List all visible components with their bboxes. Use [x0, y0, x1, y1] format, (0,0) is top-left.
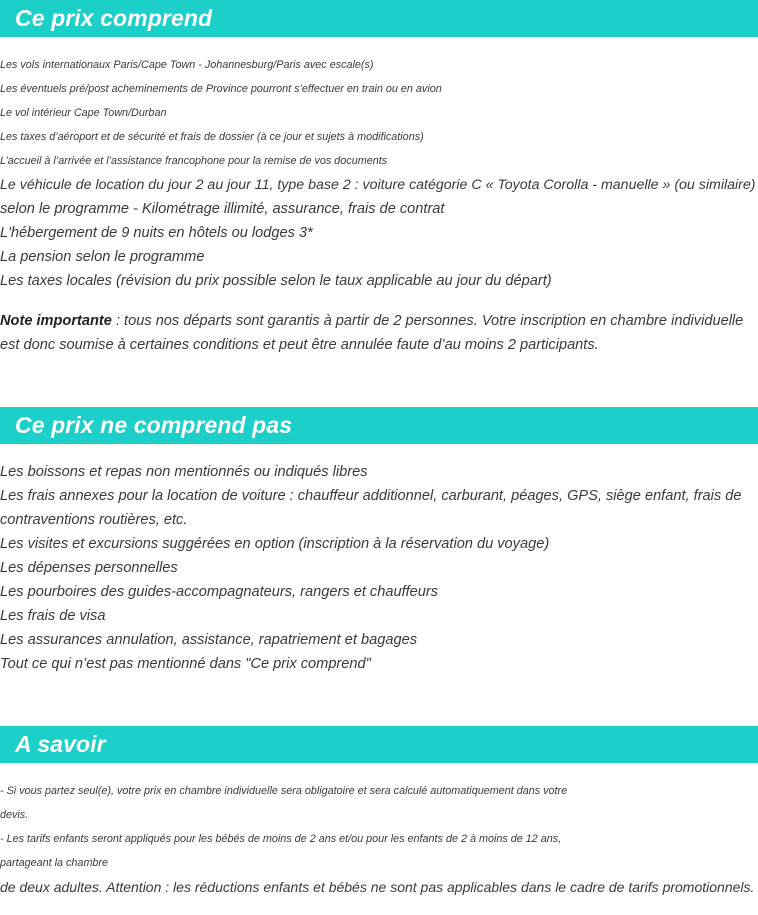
- list-item: de deux adultes. Attention : les réductions enfants et bébés ne sont pas applicables dans le cadre de tarifs promotionnels.: [0, 879, 755, 895]
- list-item: partageant la chambre: [0, 857, 109, 869]
- list-item: selon le programme - Kilométrage illimité, assurance, frais de contrat: [0, 201, 445, 217]
- list-item: Les taxes locales (révision du prix possible selon le taux applicable au jour du départ): [0, 273, 552, 289]
- list-item: Les dépenses personnelles: [0, 560, 178, 576]
- list-item: - Les tarifs enfants seront appliqués pour les bébés de moins de 2 ans et/ou pour les enfants de 2 à moins de 12 ans,: [0, 833, 562, 845]
- info-header: [0, 726, 758, 763]
- list-item: Les pourboires des guides-accompagnateurs, rangers et chauffeurs: [0, 584, 439, 600]
- info-list: [0, 779, 754, 899]
- list-item: Les vols internationaux Paris/Cape Town - Johannesburg/Paris avec escale(s): [0, 59, 374, 71]
- list-item: L'hébergement de 9 nuits en hôtels ou lodges 3*: [0, 225, 313, 241]
- list-item: Le véhicule de location du jour 2 au jour 11, type base 2 : voiture catégorie C « Toyota Corolla - manuelle » (ou similaire): [0, 177, 756, 193]
- list-item: Les assurances annulation, assistance, rapatriement et bagages: [0, 632, 417, 648]
- list-item: Tout ce qui n’est pas mentionné dans "Ce prix comprend": [0, 656, 371, 672]
- included-list: [0, 53, 756, 293]
- list-item: Les taxes d’aéroport et de sécurité et frais de dossier (à ce jour et sujets à modifications): [0, 131, 424, 143]
- list-item: Les frais de visa: [0, 608, 106, 624]
- info-section: [0, 726, 758, 895]
- important-note: [0, 309, 758, 357]
- list-item: Les frais annexes pour la location de voiture : chauffeur additionnel, carburant, péages, GPS, siège enfant, frais de: [0, 488, 742, 504]
- list-item: Les boissons et repas non mentionnés ou indiqués libres: [0, 464, 368, 480]
- list-item: devis.: [0, 809, 29, 821]
- excluded-list: [0, 460, 742, 676]
- excluded-header: [0, 407, 758, 444]
- list-item: - Si vous partez seul(e), votre prix en chambre individuelle sera obligatoire et sera calculé automatiquement dans votre: [0, 785, 568, 797]
- list-item: Les visites et excursions suggérées en option (inscription à la réservation du voyage): [0, 536, 550, 552]
- list-item: L’accueil à l’arrivée et l’assistance francophone pour la remise de vos documents: [0, 155, 388, 167]
- included-header: [0, 0, 758, 37]
- included-section: [0, 0, 758, 353]
- excluded-section: [0, 407, 758, 672]
- excluded-title: Ce prix ne comprend pas: [15, 412, 293, 438]
- list-item: La pension selon le programme: [0, 249, 205, 265]
- list-item: Les éventuels pré/post acheminements de Province pourront s’effectuer en train ou en avion: [0, 83, 442, 95]
- list-item: Le vol intérieur Cape Town/Durban: [0, 107, 167, 119]
- important-note-label: Note importante: [0, 313, 112, 329]
- important-note-text: : tous nos départs sont garantis à partir de 2 personnes. Votre inscription en chambre individuelle est donc soumise à certaines conditions et peut être annulée faute d’au moins 2 participants.: [0, 313, 744, 353]
- included-title: Ce prix comprend: [15, 5, 213, 31]
- list-item: contraventions routières, etc.: [0, 512, 188, 528]
- info-title: A savoir: [15, 731, 106, 757]
